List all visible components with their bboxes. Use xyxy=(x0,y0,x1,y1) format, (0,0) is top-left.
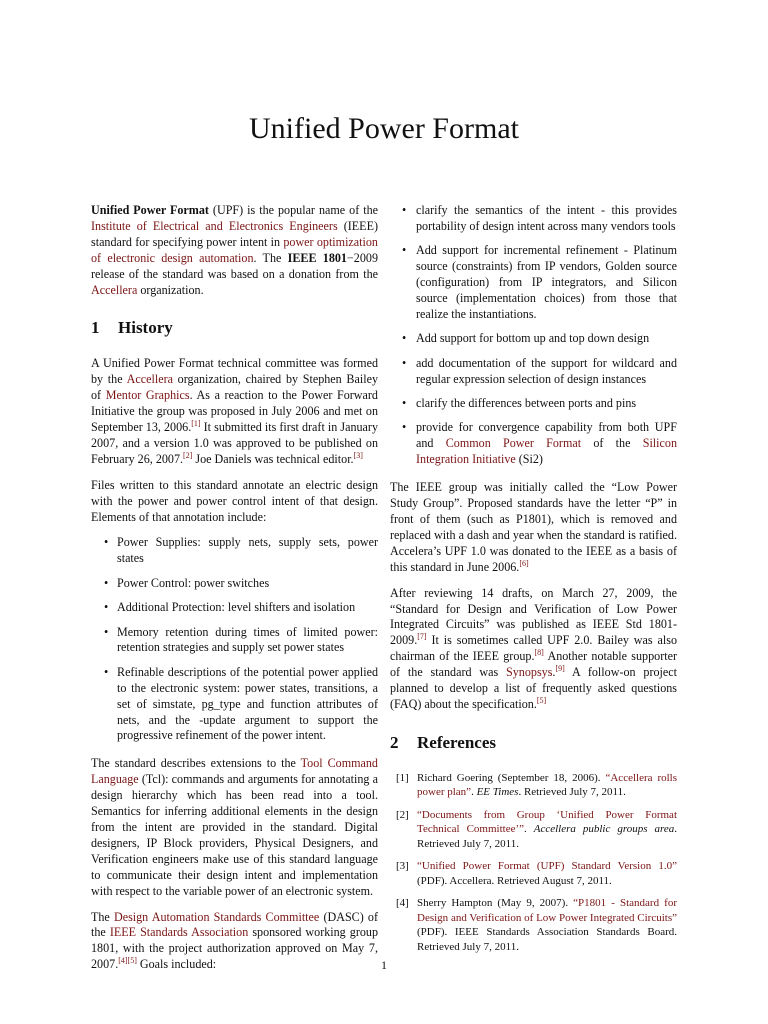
bullet-icon: • xyxy=(104,575,109,590)
link-dasc[interactable]: Design Automation Standards Committee xyxy=(113,909,320,924)
bullet-icon: • xyxy=(104,624,109,639)
reference-link[interactable]: “Accellera rolls power plan” xyxy=(417,771,678,799)
citation-link[interactable]: [3] xyxy=(353,450,363,460)
reference-item: [2] “Documents from Group ‘Unified Power Format Technical Committee’”. Accellera public groups area. Retrieved July 7, 2011. xyxy=(396,808,677,850)
link-power-optimization[interactable]: power optimization of electronic design automation xyxy=(91,234,378,265)
list-item: • Power Supplies: supply nets, supply sets, power states xyxy=(104,535,378,566)
list-item: • Power Control: power switches xyxy=(104,575,270,590)
citation-link[interactable]: [1] xyxy=(191,418,201,428)
bullet-icon: • xyxy=(402,420,407,435)
link-tcl[interactable]: Tool Command Language xyxy=(91,756,378,787)
history-paragraph-6: After reviewing 14 drafts, on March 27, 2009, the “Standard for Design and Verification of Low Power Integrated Circuits” was published as IEEE Std 1801-2009.[7] It is sometimes called UPF 2.0. Bailey was also chairman of the IEEE group.[8] Another notable supporter of the standard was Synopsys.[9] A follow-on project planned to develop a list of frequently asked questions (FAQ) about the specification.[5] xyxy=(390,585,677,711)
link-common-power-format[interactable]: Common Power Format xyxy=(445,436,582,451)
list-item: • add documentation of the support for wildcard and regular expression selection of design instances xyxy=(402,355,677,386)
page-number: 1 xyxy=(381,958,387,972)
citation-link[interactable]: [7] xyxy=(417,632,427,642)
section-heading-history: 1 History xyxy=(91,318,173,338)
bullet-icon: • xyxy=(402,396,407,411)
intro-ieee-1801: IEEE 1801 xyxy=(287,250,347,265)
bullet-icon: • xyxy=(402,243,407,258)
bullet-icon: • xyxy=(402,355,407,370)
history-paragraph-5: The IEEE group was initially called the “Low Power Study Group”. Proposed standards have the letter “P” in front of them (such as P1801), which is removed and replaced with a dash and year when the standard is ratified. Accelera’s UPF 1.0 was donated to the IEEE as a basis of this standard in June 2006.[6] xyxy=(390,480,677,574)
left-column xyxy=(91,203,378,983)
list-item: • Refinable descriptions of the potential power applied to the electronic system: power states, transitions, a set of simstate, pg_type and function attributes of nets, and the -update argument to support the progressive refinement of the power intent. xyxy=(104,664,378,743)
link-synopsys[interactable]: Synopsys xyxy=(506,665,553,680)
bullet-icon: • xyxy=(104,600,109,615)
reference-item: [3] “Unified Power Format (UPF) Standard Version 1.0” (PDF). Accellera. Retrieved August 7, 2011. xyxy=(396,860,677,887)
link-mentor-graphics[interactable]: Mentor Graphics xyxy=(105,388,190,403)
reference-link[interactable]: “Documents from Group ‘Unified Power Format Technical Committee’” xyxy=(417,808,677,836)
history-paragraph-2: Files written to this standard annotate an electric design with the power and power control intent of that design. Elements of that annotation include: xyxy=(91,477,378,524)
right-column xyxy=(390,203,677,962)
history-paragraph-1: A Unified Power Format technical committee was formed by the Accellera organization, chaired by Stephen Bailey of Mentor Graphics. As a reaction to the Power Forward Initiative the group was proposed in July 2006 and met on September 13, 2006.[1] It submitted its first draft in January 2007, and a version 1.0 was approved to be published on February 26, 2007.[2] Joe Daniels was technical editor.[3] xyxy=(91,356,379,466)
link-ieee[interactable]: Institute of Electrical and Electronics Engineers xyxy=(91,218,338,233)
section-heading-references: 2 References xyxy=(390,732,496,752)
citation-link[interactable]: [6] xyxy=(519,558,529,568)
link-accellera[interactable]: Accellera xyxy=(126,372,173,387)
citation-link[interactable]: [2] xyxy=(183,450,193,460)
bullet-icon: • xyxy=(402,331,407,346)
history-paragraph-3: The standard describes extensions to the Tool Command Language (Tcl): commands and arguments for annotating a design hierarchy which has been read into a tool. Semantics for inferring additional elements in the design from the intent are provided in the standard. Digital designers, IP Block providers, Physical Designers, and Verification engineers make use of this standard language to communicate their design intent and implementation with respect to the variable power of an electronic system. xyxy=(91,756,378,898)
page-title: Unified Power Format xyxy=(249,112,519,145)
citation-link[interactable]: [5] xyxy=(536,695,547,705)
list-item: • clarify the semantics of the intent - this provides portability of design intent across many vendors tools xyxy=(402,203,677,233)
history-paragraph-4: The Design Automation Standards Committee (DASC) of the IEEE Standards Association sponsored working group 1801, with the project authorization approved on May 7, 2007.[4][5] Goals included: xyxy=(91,909,378,972)
references-list xyxy=(390,771,677,955)
list-item: • Additional Protection: level shifters and isolation xyxy=(104,600,356,615)
list-item: • clarify the differences between ports and pins xyxy=(402,396,637,411)
bullet-icon: • xyxy=(104,535,109,550)
bullet-icon: • xyxy=(104,664,109,679)
annotation-elements-list xyxy=(91,535,378,744)
list-item: • Memory retention during times of limited power: retention strategies and supply set power states xyxy=(104,624,378,655)
bullet-icon: • xyxy=(402,203,407,217)
citation-link[interactable]: [4][5] xyxy=(118,956,137,966)
reference-item: [4] Sherry Hampton (May 9, 2007). “P1801 - Standard for Design and Verification of Low Power Integrated Circuits” (PDF). IEEE Standards Association Standards Board. Retrieved July 7, 2011. xyxy=(396,897,677,953)
reference-link[interactable]: “P1801 - Standard for Design and Verification of Low Power Integrated Circuits” xyxy=(417,897,677,924)
intro-paragraph: Unified Power Format (UPF) is the popular name of the Institute of Electrical and Electronics Engineers (IEEE) standard for specifying power intent in power optimization of electronic design automation. The IEEE 1801−2009 release of the standard was based on a donation from the Accellera organization. xyxy=(91,203,378,297)
link-ieee-sa[interactable]: IEEE Standards Association xyxy=(109,925,249,940)
reference-item: [1] Richard Goering (September 18, 2006). “Accellera rolls power plan”. EE Times. Retrieved July 7, 2011. xyxy=(396,771,678,799)
list-item: • Add support for bottom up and top down design xyxy=(402,331,650,346)
citation-link[interactable]: [9] xyxy=(555,664,565,674)
list-item: • provide for convergence capability from both UPF and Common Power Format of the Silicon Integration Initiative (Si2) xyxy=(402,420,677,467)
citation-link[interactable]: [8] xyxy=(534,648,544,658)
goals-list xyxy=(390,203,677,468)
reference-link[interactable]: “Unified Power Format (UPF) Standard Version 1.0” xyxy=(417,860,677,873)
intro-bold-term: Unified Power Format xyxy=(91,203,209,217)
link-si2[interactable]: Silicon Integration Initiative xyxy=(416,436,677,467)
list-item: • Add support for incremental refinement - Platinum source (constraints) from IP vendors, Golden source (configuration) from IP integrators, and Silicon source (implementation choices) from those that realize the instantiations. xyxy=(402,243,677,321)
link-accellera[interactable]: Accellera xyxy=(91,282,138,297)
